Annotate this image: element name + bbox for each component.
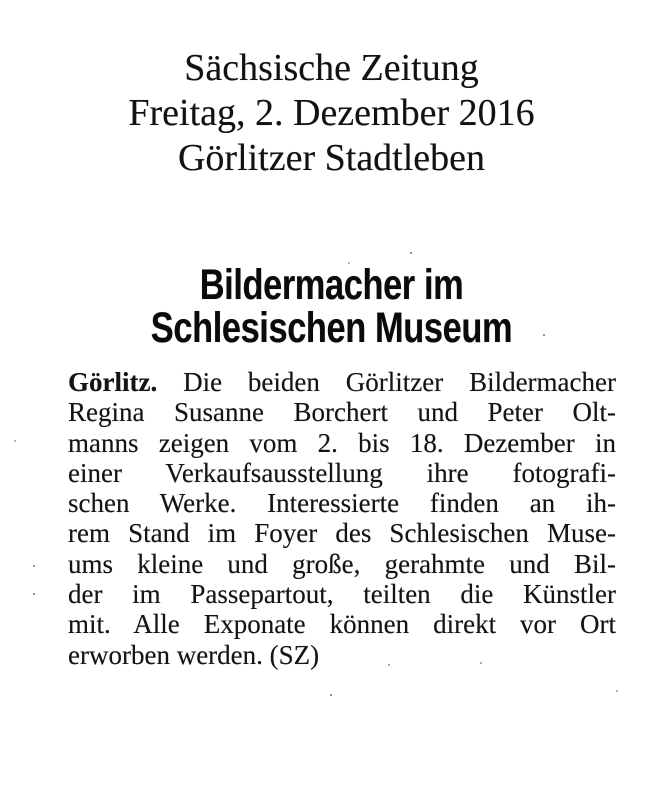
body-line-last: erworben werden. (SZ) (68, 639, 320, 670)
masthead-date-line: Freitag, 2. Dezember 2016 (128, 92, 535, 134)
body-line: einer Verkaufsausstellung ihre fotografi- (68, 457, 616, 488)
dateline-lead: Görlitz. (68, 367, 158, 397)
headline-line-1: Bildermacher im (199, 261, 464, 309)
body-line: manns zeigen vom 2. bis 18. Dezember in (68, 427, 616, 458)
masthead-section-line: Görlitzer Stadtleben (177, 137, 486, 179)
headline-line-2: Schlesischen Museum (150, 304, 513, 352)
body-line: mit. Alle Exponate können direkt vor Ort (68, 609, 616, 640)
body-line-text: Die beiden Görlitzer Bildermacher (183, 367, 616, 397)
masthead (0, 46, 663, 181)
masthead-paper-name: Sächsische Zeitung (184, 47, 479, 89)
body-line (68, 367, 616, 397)
body-line: rem Stand im Foyer des Schlesischen Muse- (68, 518, 616, 549)
body-line: ums kleine und große, gerahmte und Bil- (68, 548, 616, 579)
article-body (68, 367, 616, 670)
body-line: schen Werke. Interessierte finden an ih- (68, 488, 616, 519)
article-headline (66, 261, 596, 352)
scan-noise-specks (0, 0, 2, 2)
body-line: der im Passepartout, teilten die Künstler (68, 579, 616, 610)
body-line: Regina Susanne Borchert und Peter Olt- (68, 397, 616, 428)
